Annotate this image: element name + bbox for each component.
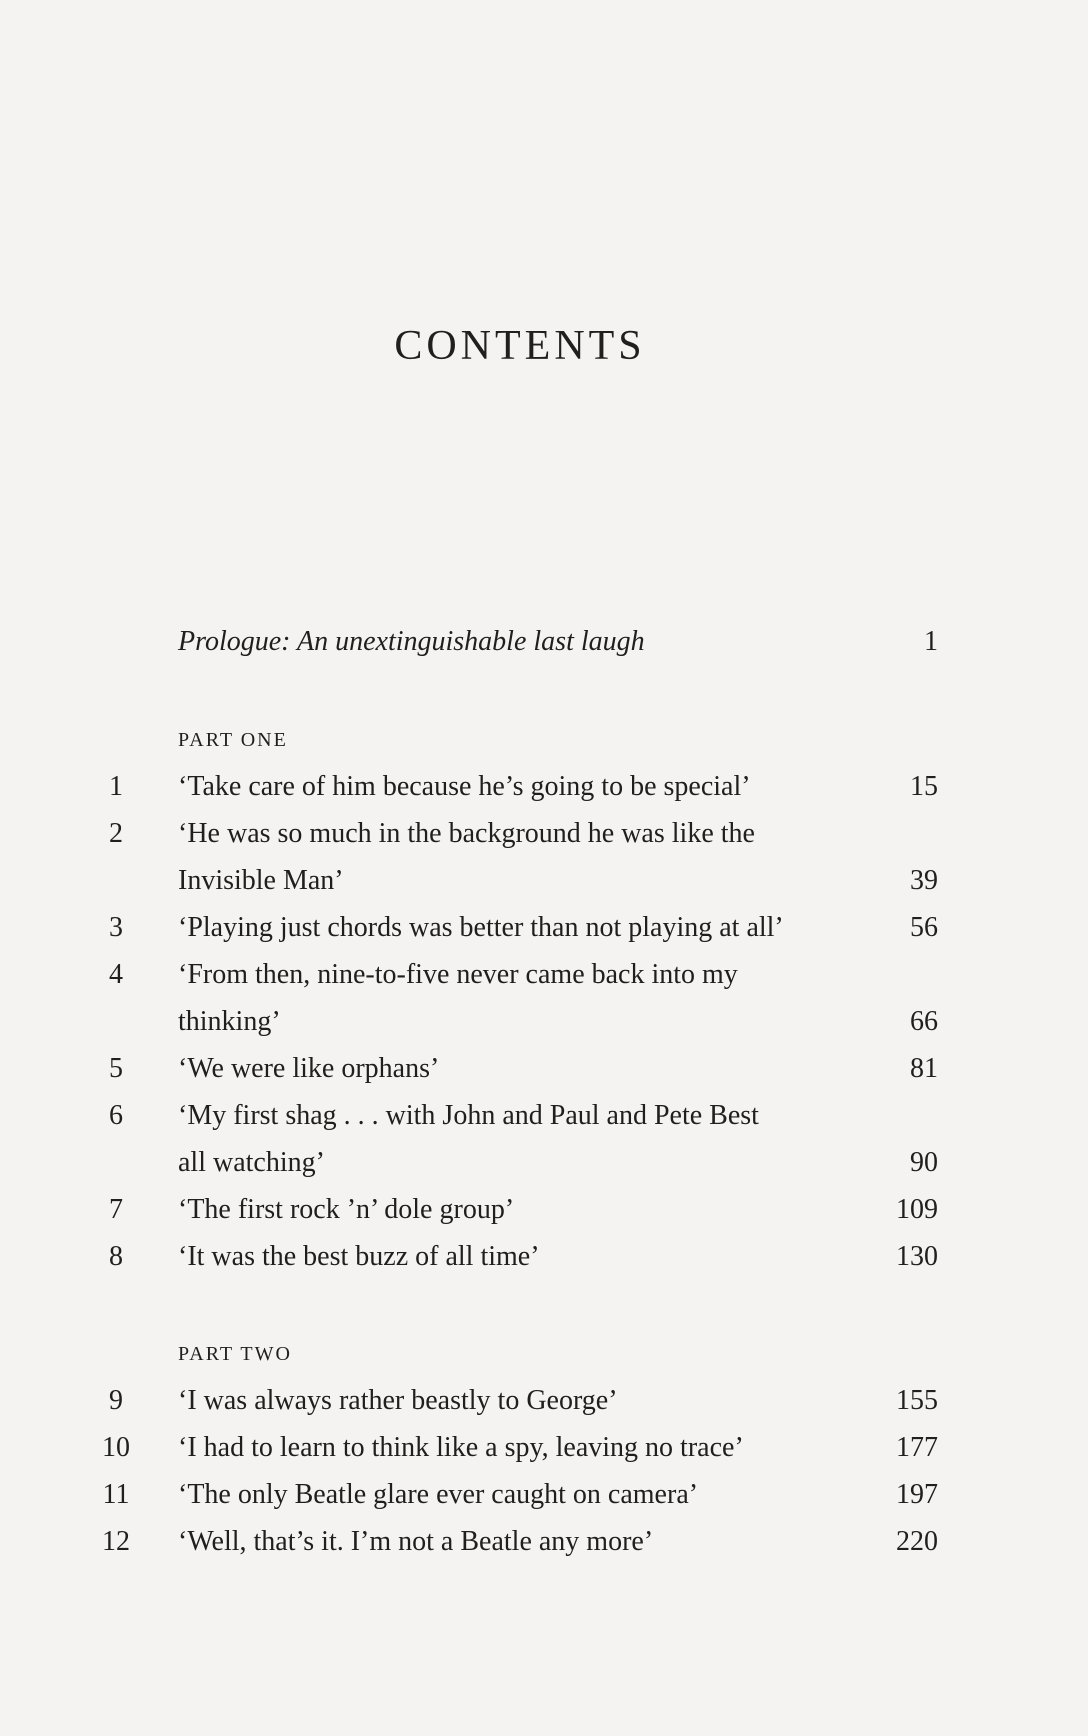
entry-number: 8 [109, 1241, 123, 1272]
toc-entry-10 [0, 1426, 1088, 1470]
entry-title: ‘From then, nine-to-five never came back into my [178, 959, 738, 990]
toc-entry-8 [0, 1235, 1088, 1279]
entry-title: Prologue: An unextinguishable last laugh [178, 626, 645, 657]
entry-number: 3 [109, 912, 123, 943]
entry-title: ‘The first rock ’n’ dole group’ [178, 1194, 515, 1225]
entry-page: 155 [896, 1385, 938, 1416]
toc-entry-prologue [0, 620, 1088, 664]
entry-page: 1 [924, 626, 938, 657]
toc-entry-5 [0, 1047, 1088, 1091]
entry-page: 130 [896, 1241, 938, 1272]
entry-number: 7 [109, 1194, 123, 1225]
toc-entry-2-continued [0, 859, 1088, 903]
entry-page: 81 [910, 1053, 938, 1084]
entry-title: ‘Playing just chords was better than not playing at all’ [178, 912, 784, 943]
entry-title: ‘It was the best buzz of all time’ [178, 1241, 540, 1272]
entry-title: ‘The only Beatle glare ever caught on camera’ [178, 1479, 699, 1510]
entry-number: 9 [109, 1385, 123, 1416]
page-title: CONTENTS [394, 323, 646, 369]
toc-entry-3 [0, 906, 1088, 950]
entry-number: 4 [109, 959, 123, 990]
toc-entry-12 [0, 1520, 1088, 1564]
entry-title-continued: all watching’ [178, 1147, 325, 1178]
toc-entry-11 [0, 1473, 1088, 1517]
entry-title-continued: Invisible Man’ [178, 865, 344, 896]
toc-entry-7 [0, 1188, 1088, 1232]
toc-entry-1 [0, 765, 1088, 809]
entry-title: ‘My first shag . . . with John and Paul and Pete Best [178, 1100, 759, 1131]
entry-page: 15 [910, 771, 938, 802]
entry-page: 56 [910, 912, 938, 943]
toc-entry-9 [0, 1379, 1088, 1423]
entry-number: 5 [109, 1053, 123, 1084]
entry-number: 12 [102, 1526, 130, 1557]
entry-title: ‘I was always rather beastly to George’ [178, 1385, 618, 1416]
toc-entry-4-continued [0, 1000, 1088, 1044]
entry-page: 109 [896, 1194, 938, 1225]
entry-page: 39 [910, 865, 938, 896]
entry-number: 11 [102, 1479, 130, 1510]
entry-number: 1 [109, 771, 123, 802]
entry-page: 66 [910, 1006, 938, 1037]
entry-page: 177 [896, 1432, 938, 1463]
entry-page: 90 [910, 1147, 938, 1178]
part-two-heading: PART TWO [178, 1343, 292, 1365]
entry-title: ‘Take care of him because he’s going to be special’ [178, 771, 751, 802]
toc-entry-4 [0, 953, 1088, 997]
entry-number: 6 [109, 1100, 123, 1131]
entry-number: 10 [102, 1432, 130, 1463]
toc-entry-6 [0, 1094, 1088, 1138]
entry-number: 2 [109, 818, 123, 849]
entry-page: 197 [896, 1479, 938, 1510]
toc-entry-2 [0, 812, 1088, 856]
entry-title: ‘I had to learn to think like a spy, leaving no trace’ [178, 1432, 744, 1463]
entry-title: ‘He was so much in the background he was like the [178, 818, 755, 849]
toc-entry-6-continued [0, 1141, 1088, 1185]
entry-title: ‘Well, that’s it. I’m not a Beatle any more’ [178, 1526, 654, 1557]
part-one-heading: PART ONE [178, 729, 288, 751]
entry-title: ‘We were like orphans’ [178, 1053, 440, 1084]
entry-page: 220 [896, 1526, 938, 1557]
entry-title-continued: thinking’ [178, 1006, 281, 1037]
